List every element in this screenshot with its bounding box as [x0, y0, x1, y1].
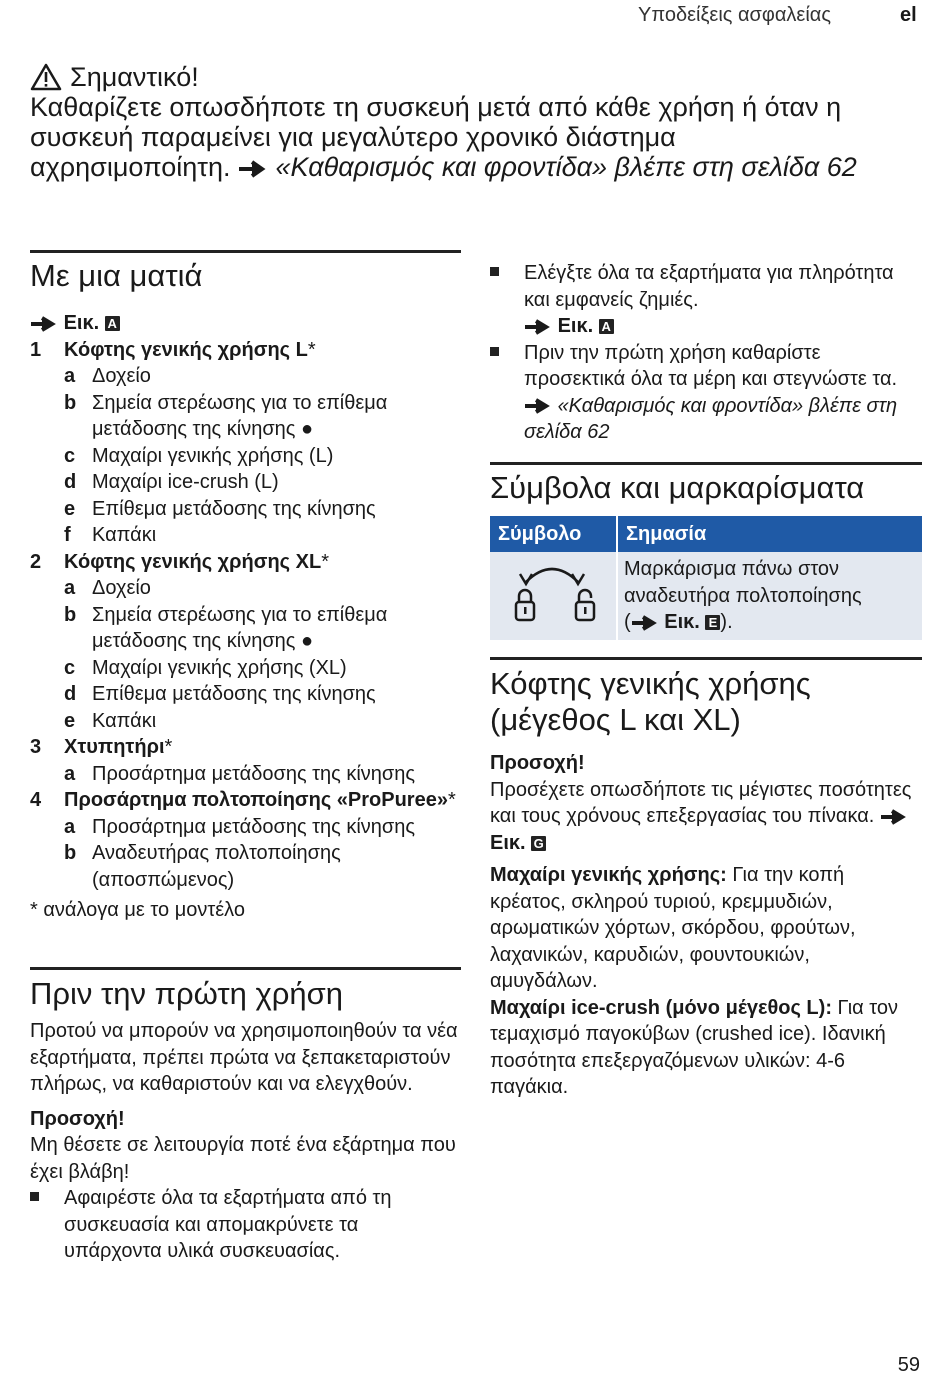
arrow-right-icon — [238, 160, 268, 178]
subitem-letter: a — [64, 577, 76, 599]
item-label-text: Προσάρτημα πολτοποίησης «ProPuree» — [64, 789, 448, 811]
subitem-text: Σημεία στερέωσης για το επίθεμα μετάδοσης της κίνησης ● — [92, 603, 388, 652]
subitem-text: Προσάρτημα μετάδοσης της κίνησης — [92, 815, 416, 838]
subitem-letter: e — [64, 709, 76, 732]
knife-text: Για την κοπή κρέατος, σκληρού τυριού, κρεμμυδιών, αρωματικών χόρτων, σκόρδου, φρούτων, λαχανικών, καρυδιών, φουντουκιών, αμυγδάλων. — [490, 864, 856, 992]
item-number: 3 — [30, 736, 42, 758]
arrow-right-icon — [631, 615, 659, 631]
ice-text: Για τον τεμαχισμό παγοκύβων (crushed ice). Ιδανική ποσότητα επεξεργαζόμενων υλικών: 4-6 παγάκια. — [490, 996, 899, 1098]
item-label-text: Χτυπητήρι — [64, 736, 165, 758]
subitem-text: Μαχαίρι ice-crush (L) — [92, 471, 279, 493]
subitem-letter: d — [64, 683, 77, 705]
overview-heading: Με μια ματιά — [30, 258, 203, 293]
ice-paragraph — [490, 995, 922, 1101]
symbols-section — [490, 470, 922, 640]
subitem-letter: e — [64, 497, 76, 520]
symbols-col-header: Σύμβολο — [490, 516, 617, 552]
cutter-section — [490, 666, 922, 1101]
figure-letter-box: A — [105, 316, 120, 331]
subitem-text: Επίθεμα μετάδοσης της κίνησης — [92, 683, 376, 705]
warning-triangle-icon — [30, 63, 62, 91]
overview-subitem — [30, 814, 461, 841]
subitem-text: Δοχείο — [92, 577, 151, 599]
item-star: * — [307, 338, 316, 361]
overview-subitem — [30, 602, 461, 655]
overview-subitem — [30, 761, 461, 788]
bullet-text: Ελέγξτε όλα τα εξαρτήματα για πληρότητα και εμφανείς ζημιές. — [524, 262, 894, 311]
warning-title-row — [30, 62, 860, 92]
overview-subitem — [30, 840, 461, 893]
overview-list — [30, 337, 461, 894]
section-rule — [490, 462, 922, 465]
overview-item — [30, 549, 461, 576]
fig-ref-text: Εικ. — [557, 315, 594, 337]
subitem-letter: c — [64, 656, 76, 679]
caution-text: Προσέχετε οπωσδήποτε τις μέγιστες ποσότητες και τους χρόνους επεξεργασίας του πίνακα. — [490, 778, 912, 827]
overview-subitem — [30, 681, 461, 708]
overview-subitem — [30, 443, 461, 470]
item-star: * — [447, 789, 456, 811]
warning-reference: «Καθαρισμός και φροντίδα» βλέπε στη σελίδα 62 — [275, 152, 857, 182]
caution-title: Προσοχή! — [490, 752, 585, 774]
arrow-right-icon — [30, 316, 58, 332]
cleaning-reference: «Καθαρισμός και φροντίδα» βλέπε στη σελίδα 62 — [524, 394, 898, 443]
overview-subitem — [30, 496, 461, 523]
cutter-heading: Κόφτης γενικής χρήσης (μέγεθος L και XL) — [490, 666, 811, 737]
overview-subitem — [30, 575, 461, 602]
subitem-text: Επίθεμα μετάδοσης της κίνησης — [92, 497, 376, 520]
subitem-letter: d — [64, 471, 77, 493]
section-rule — [30, 250, 461, 253]
list-item — [30, 1185, 461, 1265]
caution-text: Μη θέσετε σε λειτουργία ποτέ ένα εξάρτημα που έχει βλάβη! — [30, 1134, 456, 1183]
ice-title: Μαχαίρι ice-crush (μόνο μέγεθος L): — [490, 996, 832, 1019]
important-warning — [30, 62, 860, 182]
subitem-text: Σημεία στερέωσης για το επίθεμα μετάδοσης της κίνησης ● — [92, 391, 388, 440]
figure-ref — [30, 310, 461, 337]
bullet-text: Πριν την πρώτη χρήση καθαρίστε προσεκτικά όλα τα μέρη και στεγνώστε τα. — [524, 341, 898, 390]
section-rule — [490, 657, 922, 660]
meaning-cell — [617, 552, 922, 640]
symbols-heading: Σύμβολα και μαρκαρίσματα — [490, 470, 865, 505]
subitem-letter: c — [64, 444, 76, 467]
subitem-text: Αναδευτήρας πολτοποίησης (αποσπώμενος) — [92, 842, 341, 891]
bullet-square-icon — [490, 267, 499, 276]
subitem-text: Δοχείο — [92, 365, 151, 387]
item-label — [64, 734, 172, 761]
cutter-caution — [490, 777, 922, 857]
bullet-square-icon — [30, 1192, 39, 1201]
ref-close-paren: ). — [720, 611, 733, 633]
arrow-right-icon — [524, 398, 552, 414]
subitem-letter: b — [64, 842, 77, 864]
meaning-col-header: Σημασία — [617, 516, 922, 552]
page-number: 59 — [897, 1354, 920, 1376]
warning-text: Καθαρίζετε οπωσδήποτε τη συσκευή μετά από κάθε χρήση ή όταν η συσκευή παραμείνει για μεγαλύτερο χρονικό διάστημα αχρησιμοποίητη. — [30, 92, 842, 182]
overview-subitem — [30, 708, 461, 735]
subitem-text: Καπάκι — [92, 709, 157, 732]
overview-subitem — [30, 522, 461, 549]
warning-title: Σημαντικό! — [70, 62, 199, 92]
overview-subitem — [30, 363, 461, 390]
left-column — [30, 258, 461, 924]
item-star: * — [321, 550, 329, 573]
list-item — [490, 340, 922, 446]
item-star: * — [164, 736, 173, 758]
item-label — [64, 787, 456, 814]
symbols-table — [490, 516, 922, 640]
bullet-square-icon — [490, 347, 499, 356]
knife-paragraph — [490, 862, 922, 995]
subitem-text: Μαχαίρι γενικής χρήσης (L) — [92, 444, 334, 467]
subitem-text: Καπάκι — [92, 524, 157, 546]
fig-ref-text: Εικ. — [490, 831, 526, 854]
knife-title: Μαχαίρι γενικής χρήσης: — [490, 864, 727, 886]
subitem-letter: a — [64, 762, 76, 785]
symbol-cell — [490, 552, 617, 640]
item-label-text: Κόφτης γενικής χρήσης L — [64, 338, 308, 361]
running-header: Υποδείξεις ασφαλείας — [638, 4, 831, 26]
subitem-letter: b — [64, 603, 77, 626]
language-code: el — [900, 4, 917, 26]
caution-title: Προσοχή! — [30, 1107, 125, 1130]
item-label-text: Κόφτης γενικής χρήσης XL — [64, 550, 322, 573]
footnote: * ανάλογα με το μοντέλο — [30, 899, 245, 921]
ref-open-paren: ( — [624, 611, 631, 633]
section-rule — [30, 967, 461, 970]
arrow-right-icon — [880, 809, 908, 825]
figure-letter-box: A — [599, 319, 614, 334]
figure-letter-box: E — [705, 615, 720, 630]
lock-unlock-rotation-icon — [496, 556, 608, 628]
figure-letter-box: G — [531, 836, 546, 851]
subitem-text: Μαχαίρι γενικής χρήσης (XL) — [92, 656, 347, 679]
item-label — [64, 549, 329, 576]
subitem-letter: f — [64, 524, 71, 546]
overview-subitem — [30, 655, 461, 682]
right-column — [490, 260, 922, 446]
list-item — [490, 260, 922, 340]
fig-ref-text: Εικ. — [63, 312, 100, 334]
item-number: 2 — [30, 550, 42, 573]
subitem-letter: a — [64, 815, 76, 838]
arrow-right-icon — [524, 319, 552, 335]
overview-subitem — [30, 469, 461, 496]
first-use-intro: Προτού να μπορούν να χρησιμοποιηθούν τα νέα εξαρτήματα, πρέπει πρώτα να ξεπακεταριστούν πλήρως, να καθαριστούν και να ελεγχθούν. — [30, 1020, 458, 1095]
meaning-text: Μαρκάρισμα πάνω στον αναδευτήρα πολτοποίησης — [624, 558, 862, 607]
item-number: 4 — [30, 789, 42, 811]
subitem-letter: a — [64, 365, 76, 387]
overview-item — [30, 787, 461, 814]
subitem-text: Προσάρτημα μετάδοσης της κίνησης — [92, 762, 416, 785]
bullet-text: Αφαιρέστε όλα τα εξαρτήματα από τη συσκευασία και απομακρύνετε τα υπάρχοντα υλικά συσκευασίας. — [64, 1187, 392, 1262]
item-number: 1 — [30, 338, 42, 361]
first-use-heading: Πριν την πρώτη χρήση — [30, 976, 344, 1011]
overview-item — [30, 734, 461, 761]
overview-subitem — [30, 390, 461, 443]
subitem-letter: b — [64, 391, 77, 414]
first-use-section — [30, 976, 461, 1265]
fig-ref-text: Εικ. — [664, 611, 700, 633]
overview-item — [30, 337, 461, 364]
item-label — [64, 337, 316, 364]
